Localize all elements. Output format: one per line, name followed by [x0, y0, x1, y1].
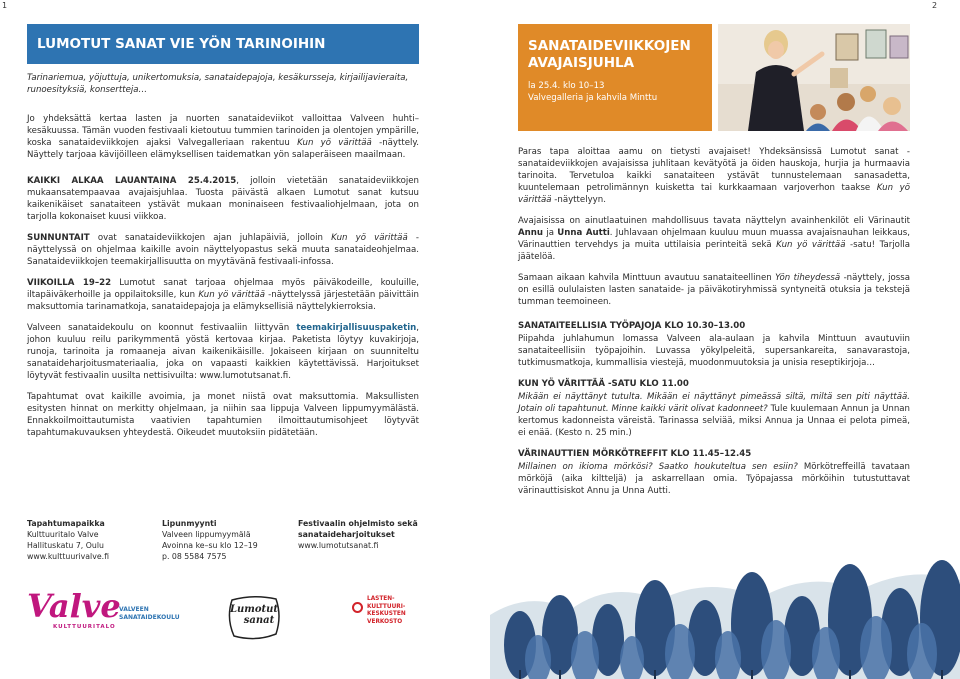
footer-title: Festivaalin ohjelmisto sekä sanataideharjoitukset	[298, 519, 418, 539]
section-workshops	[518, 320, 910, 369]
footer-line: Valveen lippumyymälä	[162, 530, 251, 539]
exhibition-name: Yön tiheydessä	[775, 273, 841, 283]
text: Piipahda juhlahumun lomassa Valveen ala-aulaan ja kahvila Minttuun avautuviin sanataiteellisiin työpajoihin. Luvassa yökylpeleitä, supersankareita, sanavarastoja, tutkimusmatkoja, kummallisia viestejä, muodonmuutoksia ja unisia reseptikirjoja…	[518, 334, 910, 368]
monster-quote: Millainen on ikioma mörkösi? Saatko houkuteltua sen esiin?	[518, 462, 798, 472]
lk-logo-line: VERKOSTO	[367, 618, 403, 625]
footer-program	[298, 518, 423, 551]
text: -satu! Tarjolla jäätelöä.	[518, 240, 910, 262]
text: Paras tapa aloittaa aamu on tietysti avajaiset! Yhdeksänsissä Lumotut sanat -sanataideviikkojen avajaisissa juhlitaan kevätyötä ja öiden hauskoja, hurjia ja hurmaavia tarinoita. Tervetuloa kaikki sanataiteen ystävät tunnustelemaan sanasadetta, kuuntelemaan petrolimännyn kuisketta tai kurkkaamaan varjoverhon taakse	[518, 147, 910, 193]
paragraph-sundays	[27, 232, 419, 268]
paragraph-opening-intro	[518, 146, 910, 206]
text: Lumotut sanat tarjoaa ohjelmaa myös päiväkodeille, kouluille, iltapäiväkerhoille ja oppilaitoksille, kun	[27, 278, 419, 300]
text: -näyttely, jossa on esillä oululaisten lasten sanataide- ja päiväkotiryhmissä syntyneitä otuksia ja tekstejä tumman teemoineen.	[518, 273, 911, 307]
footer-tickets	[162, 518, 287, 562]
exhibition-name: Kun yö värittää	[776, 240, 846, 250]
valve-sanataidekoulu-line: SANATAIDEKOULU	[119, 613, 180, 621]
text: ja	[543, 228, 558, 238]
lk-dot-icon	[352, 602, 363, 613]
paragraph-events: Tapahtumat ovat kaikille avoimia, ja monet niistä ovat maksuttomia. Maksullisten esitysten hinnat on merkitty ohjelmaan, ja niihin saa lippuja Valveen lippumyymälästä. Ennakkoilmoittautumista vaativien tapahtumien ilmoittautumisohjeet löytyvät tapahtumakuvauksen yhteydestä. Oikeudet muutoksiin pidätetään.	[27, 392, 419, 438]
footer-line: Kulttuuritalo Valve	[27, 530, 99, 539]
lumotut-logo-line: sanat	[243, 615, 275, 626]
text: Tule kuulemaan Annun ja Unnan kertomus kadonneista väreistä. Tarinassa selviää, miksi Annua ja Unnaa ei pelota pimeä, ei enää. (Kesto n. 25 min.)	[518, 404, 910, 438]
lk-logo-line: LASTEN-	[367, 596, 395, 602]
text: -näyttelyssä on ohjelmaa kaikille avoin näyttelyopastus sekä muuta sanataideohjelmaa. Sanataideviikkojen teemakirjallisuutta on myytävänä festivaali-infossa.	[27, 233, 419, 267]
left-title-banner: LUMOTUT SANAT VIE YÖN TARINOIHIN	[27, 24, 419, 64]
opening-info-box	[518, 24, 712, 131]
exhibition-name: Kun yö värittää	[297, 138, 372, 148]
footer-line: Hallituskatu 7, Oulu	[27, 541, 104, 550]
text: Mörkötreffeillä tavataan mörköjä (aika kiltteljä) ja askarrellaan omia. Työpajassa mörköihin tutustuttavat värinauttisiskot Annu ja Unna Autti.	[518, 462, 910, 496]
paragraph-opening	[27, 175, 419, 223]
footer-venue	[27, 518, 147, 562]
text: Valveen sanataidekoulu on koonnut festivaaliin liittyvän	[27, 323, 297, 333]
highlight: SUNNUNTAIT	[27, 233, 90, 243]
lk-logo-line: KESKUSTEN	[367, 611, 406, 617]
theme-package-link[interactable]: teemakirjallisuuspaketin	[296, 323, 417, 333]
intro-text: Tarinariemua, yöjuttuja, unikertomuksia, sanataidepajoja, kesäkursseja, kirjailijavieraita, runoesityksiä, konsertteja…	[27, 73, 409, 95]
right-body	[518, 146, 910, 506]
highlight: VIIKOILLA 19–22	[27, 278, 112, 288]
footer-title: Lipunmyynti	[162, 519, 217, 528]
lumotut-logo-line: Lumotut	[229, 604, 279, 615]
section-heading: VÄRINAUTTIEN MÖRKÖTREFFIT KLO 11.45–12.45	[518, 449, 752, 459]
storytelling-photo	[718, 24, 910, 131]
paragraph-minttu	[518, 272, 910, 308]
footer-title: Tapahtumapaikka	[27, 519, 105, 528]
text: ovat sanataideviikkojen ajan juhlapäiviä, jolloin	[89, 233, 332, 243]
highlight: KAIKKI ALKAA LAUANTAINA 25.4.2015	[27, 176, 237, 186]
text: -näyttelyssä järjestetään päivittäin maksuttomia tarinamatkoja, sanataidepajoja ja elämyksellisiä näyttelykierroksia.	[27, 290, 419, 312]
exhibition-name: Kun yö värittää	[198, 290, 265, 300]
valve-logo-text: Valve	[27, 587, 121, 625]
night-forest-illustration	[490, 520, 960, 679]
footer-line: Avoinna ke–su klo 12–19	[162, 541, 258, 550]
exhibition-name: Kun yö värittää	[518, 183, 910, 205]
text: Samaan aikaan kahvila Minttuun avautuu sanataiteellinen	[518, 273, 776, 283]
text: -näyttely. Näyttely tarjoaa kävijöilleen elämyksellisen taidematkan yön salaperäiseen maailmaan.	[27, 138, 419, 160]
name-annu: Annu	[518, 228, 544, 238]
valve-sanataidekoulu-line: VALVEEN	[119, 606, 149, 613]
page-number-left: 1	[2, 1, 8, 10]
page-number-right: 2	[932, 1, 938, 10]
section-heading: SANATAITEELLISIA TYÖPAJOJA KLO 10.30–13.00	[518, 321, 746, 331]
lastenkulttuuri-logo	[352, 596, 422, 640]
text: Jo yhdeksättä kertaa lasten ja nuorten sanataideviikot valloittaa Valveen huhti–kesäkuussa. Tämän vuoden festivaali kietoutuu tummien tarinoiden ja olentojen ympärille, koska sanataideviikkojen ajaksi Valvegalleriaan rakentuu	[27, 114, 419, 148]
footer-line: p. 08 5584 7575	[162, 552, 227, 561]
opening-venue: Valvegalleria ja kahvila Minttu	[528, 93, 658, 103]
lk-logo-line: KULTTUURI-	[367, 603, 406, 610]
footer-link[interactable]: www.kulttuurivalve.fi	[27, 552, 110, 561]
lumotut-sanat-logo	[226, 594, 282, 642]
tree-illustration-icon	[490, 520, 960, 679]
story-quote: Mikään ei näyttänyt tutulta. Mikään ei näyttänyt pimeässä siltä, miltä sen piti näyttää. Jotain oli tapahtunut. Minne kaikki värit olivat kadonneet?	[518, 392, 910, 414]
paragraph-weeks	[27, 277, 419, 313]
text: -näyttelyyn.	[551, 195, 606, 205]
text: . Juhlavaan ohjelmaan kuuluu muun muassa avajaisnauhan leikkaus, Värinauttien tervehdys ja muita uttilaisia perinteitä sekä	[518, 228, 911, 250]
footer-link[interactable]: www.lumotutsanat.fi	[298, 541, 379, 550]
opening-time: la 25.4. klo 10–13	[528, 81, 605, 91]
left-body	[27, 113, 419, 448]
section-story	[518, 378, 910, 439]
valve-logo	[27, 588, 187, 640]
name-unna: Unna Autti	[557, 228, 610, 238]
valve-logo-sub: KULTTUURITALO	[53, 624, 116, 630]
section-monsters	[518, 448, 910, 497]
paragraph-books	[27, 322, 419, 382]
text: , johon kuuluu reilu parikymmentä yöstä kertovaa kirjaa. Paketista löytyy kuvakirjoja, runoja, tarinoita ja romaaneja aivan kaikenikäisille. Jokaiseen kirjaan on suunniteltu sanataideharjoitusmateriaalia, joka on vapaasti kaikkien käytettävissä. Harjoitukset löytyvät festivaalin uusilta nettisivuilta: www.lumotutsanat.fi.	[27, 323, 419, 381]
text: Avajaisissa on ainutlaatuinen mahdollisuus tavata näyttelyn avainhenkilöt eli Värinautit	[518, 216, 910, 226]
opening-title: SANATAIDEVIIKKOJEN AVAJAISJUHLA	[528, 38, 691, 71]
section-heading: KUN YÖ VÄRITTÄÄ -SATU KLO 11.00	[518, 379, 689, 389]
paragraph-intro	[27, 113, 419, 161]
text: , jolloin vietetään sanataideviikkojen mukaansatempaavaa avajaisjuhlaa. Tuosta päivästä alkaen Lumotut sanat kutsuu kaikenikäiset sanataiteen ystävät mukaan moninaiseen festivaaliohjelmaan, jota on tarjolla kokonaiset kuusi viikkoa.	[27, 176, 419, 222]
exhibition-name: Kun yö värittää	[331, 233, 408, 243]
paragraph-varinautit	[518, 215, 910, 263]
